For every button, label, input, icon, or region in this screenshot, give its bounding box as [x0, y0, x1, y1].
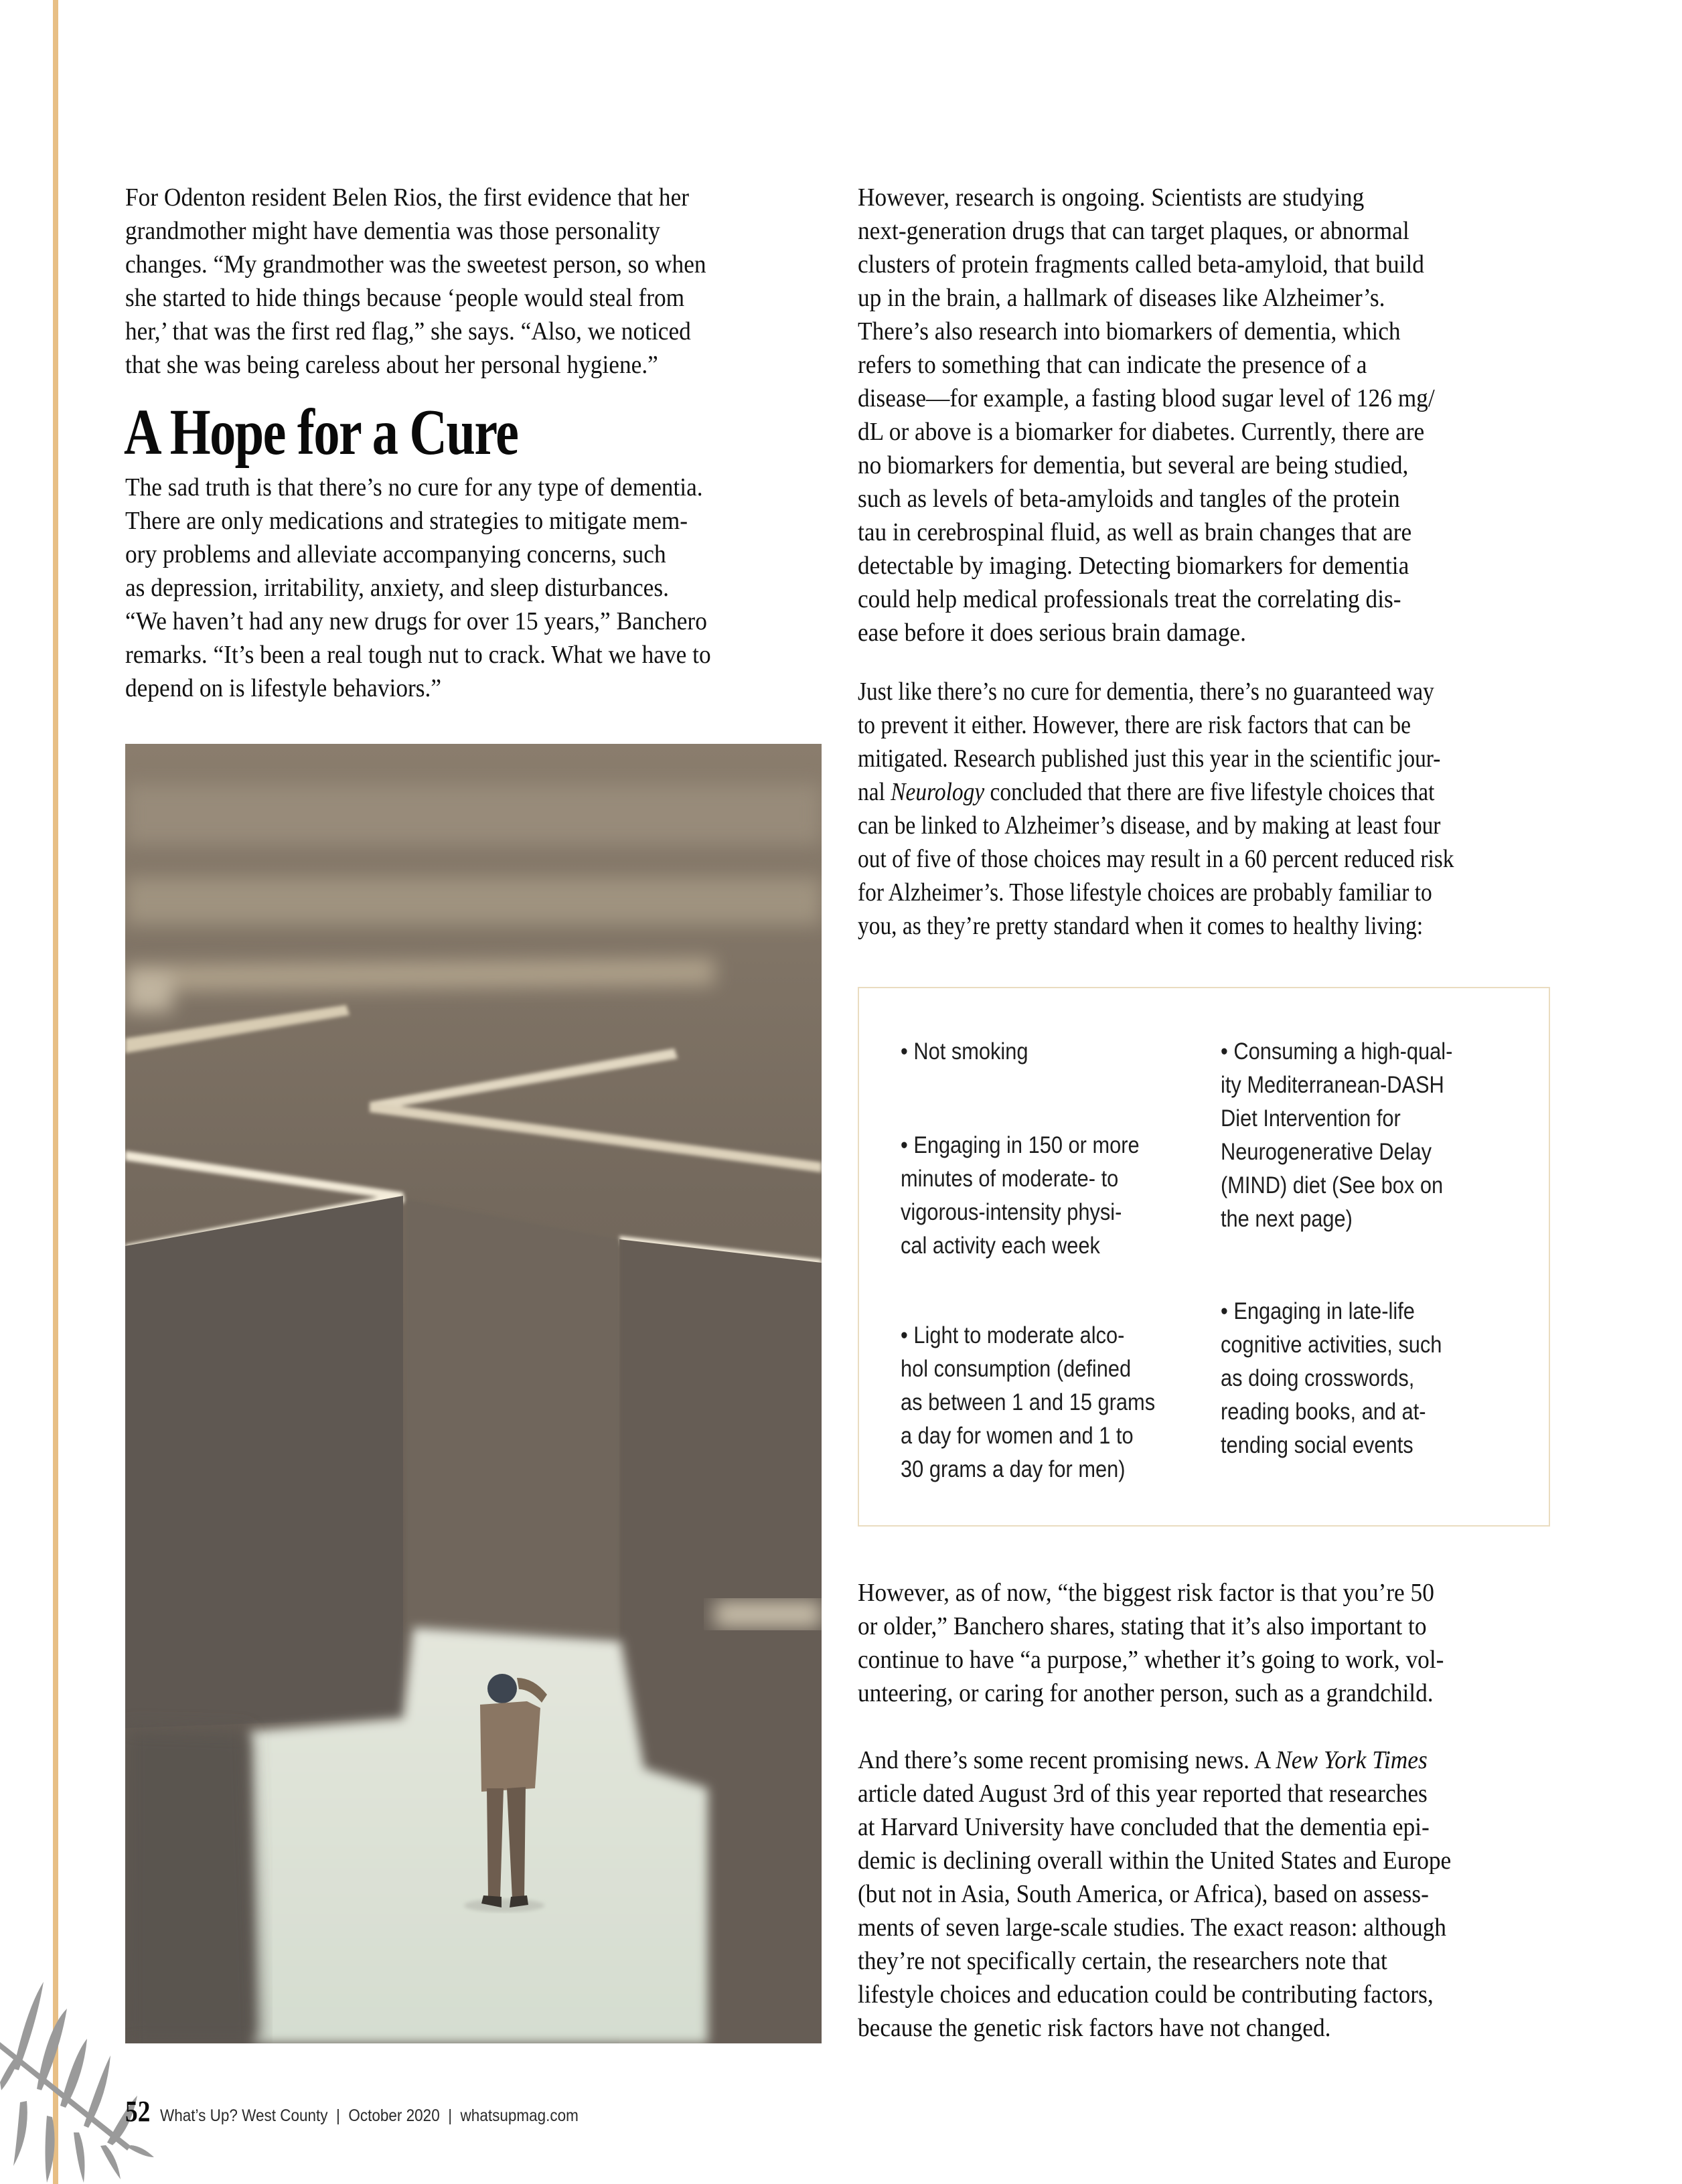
text-line: The sad truth is that there’s no cure for any type of dementia. [125, 473, 703, 501]
text-line: ments of seven large-scale studies. The exact reason: although [858, 1914, 1446, 1942]
bullet-alcohol [901, 1319, 1190, 1486]
text-line: grandmother might have dementia was those personality [125, 217, 660, 245]
text-line: cognitive activities, such [1221, 1332, 1442, 1358]
text-line: you, as they’re pretty standard when it comes to healthy living: [858, 912, 1424, 940]
text-line: And there’s some recent promising news. A New York Times [858, 1746, 1428, 1774]
page-footer [125, 2094, 625, 2128]
bullet-mind-diet [1221, 1035, 1484, 1236]
text-line: the next page) [1221, 1206, 1353, 1232]
text-line: nal Neurology concluded that there are five lifestyle choices that [858, 778, 1435, 806]
text-line: vigorous-intensity physi- [901, 1199, 1122, 1225]
text-line: 30 grams a day for men) [901, 1456, 1126, 1482]
prevention-paragraph [858, 675, 1535, 943]
intro-paragraph [125, 181, 750, 382]
bullet-physical-activity [901, 1129, 1172, 1263]
text-line: detectable by imaging. Detecting biomarkers for dementia [858, 552, 1409, 580]
maze-photo [125, 744, 822, 2043]
text-line: at Harvard University have concluded that the dementia epi- [858, 1813, 1430, 1841]
text-line: to prevent it either. However, there are risk factors that can be [858, 711, 1411, 739]
text-line: that she was being careless about her personal hygiene.” [125, 351, 658, 379]
text-line: There’s also research into biomarkers of dementia, which [858, 317, 1401, 345]
cure-paragraph [125, 471, 755, 705]
text-line: as between 1 and 15 grams [901, 1389, 1156, 1415]
text-line: demic is declining overall within the United States and Europe [858, 1847, 1452, 1875]
text-line: reading books, and at- [1221, 1399, 1426, 1425]
text-line: ory problems and alleviate accompanying concerns, such [125, 540, 666, 568]
text-line: as depression, irritability, anxiety, and sleep disturbances. [125, 574, 669, 602]
text-line: out of five of those choices may result in a 60 percent reduced risk [858, 845, 1454, 873]
text-line: Neurogenerative Delay [1221, 1139, 1432, 1165]
text-line: disease—for example, a fasting blood sugar level of 126 mg/ [858, 384, 1435, 412]
text-line: a day for women and 1 to [901, 1423, 1134, 1449]
text-line: as doing crosswords, [1221, 1365, 1415, 1391]
text-line: continue to have “a purpose,” whether it’s going to work, vol- [858, 1646, 1444, 1674]
text-line: ease before it does serious brain damage. [858, 619, 1246, 647]
text-line: unteering, or caring for another person, such as a grandchild. [858, 1679, 1434, 1707]
text-line: • Engaging in 150 or more [901, 1132, 1140, 1158]
text-line: no biomarkers for dementia, but several are being studied, [858, 451, 1409, 479]
text-line: Just like there’s no cure for dementia, there’s no guaranteed way [858, 678, 1434, 706]
text-line: However, research is ongoing. Scientists are studying [858, 183, 1365, 212]
text-line: • Not smoking [901, 1038, 1028, 1065]
text-line: she started to hide things because ‘people would steal from [125, 284, 685, 312]
text-line: clusters of protein fragments called beta-amyloid, that build [858, 250, 1424, 279]
text-line: ity Mediterranean-DASH [1221, 1072, 1444, 1098]
text-line: However, as of now, “the biggest risk factor is that you’re 50 [858, 1579, 1434, 1607]
text-line: because the genetic risk factors have not changed. [858, 2014, 1331, 2042]
text-line: up in the brain, a hallmark of diseases like Alzheimer’s. [858, 284, 1385, 312]
text-line: • Light to moderate alco- [901, 1322, 1125, 1348]
text-line: remarks. “It’s been a real tough nut to crack. What we have to [125, 641, 711, 669]
maze-illustration [125, 744, 822, 2043]
bullet-not-smoking [901, 1035, 1046, 1069]
text-line: for Alzheimer’s. Those lifestyle choices are probably familiar to [858, 878, 1432, 907]
text-line: article dated August 3rd of this year reported that researches [858, 1780, 1428, 1808]
text-line: depend on is lifestyle behaviors.” [125, 674, 442, 702]
text-line: or older,” Banchero shares, stating that it’s also important to [858, 1612, 1427, 1640]
section-heading: A Hope for a Cure [124, 396, 518, 469]
italic-title: Neurology [891, 778, 985, 806]
text-line: • Consuming a high-qual- [1221, 1038, 1453, 1065]
text-line: minutes of moderate- to [901, 1166, 1119, 1192]
text-line: cal activity each week [901, 1233, 1100, 1259]
text-line: her,’ that was the first red flag,” she says. “Also, we noticed [125, 317, 691, 345]
news-paragraph [858, 1743, 1496, 2045]
leaf-branch-icon [0, 1982, 154, 2183]
text-line: hol consumption (defined [901, 1356, 1132, 1382]
text-line: such as levels of beta-amyloids and tangles of the protein [858, 485, 1400, 513]
text-line: Diet Intervention for [1221, 1105, 1401, 1132]
text-line: refers to something that can indicate the presence of a [858, 351, 1367, 379]
text-line: they’re not specifically certain, the researchers note that [858, 1947, 1387, 1975]
text-line: could help medical professionals treat the correlating dis- [858, 585, 1401, 613]
text-line: can be linked to Alzheimer’s disease, and by making at least four [858, 811, 1441, 840]
text-line: next-generation drugs that can target plaques, or abnormal [858, 217, 1409, 245]
lifestyle-choices-box [858, 987, 1550, 1527]
bullet-cognitive-activities [1221, 1295, 1472, 1462]
text-line: lifestyle choices and education could be contributing factors, [858, 1980, 1434, 2009]
text-line: There are only medications and strategies to mitigate mem- [125, 507, 688, 535]
research-paragraph [858, 181, 1478, 649]
text-line: • Engaging in late-life [1221, 1298, 1415, 1324]
text-line: mitigated. Research published just this year in the scientific jour- [858, 745, 1441, 773]
text-line: For Odenton resident Belen Rios, the first evidence that her [125, 183, 690, 212]
text-line: “We haven’t had any new drugs for over 15 years,” Banchero [125, 607, 707, 635]
text-line: changes. “My grandmother was the sweetest person, so when [125, 250, 706, 279]
italic-title: New York Times [1276, 1746, 1428, 1774]
gold-margin-rule [53, 0, 58, 2184]
text-line: dL or above is a biomarker for diabetes. Currently, there are [858, 418, 1425, 446]
text-line: (but not in Asia, South America, or Africa), based on assess- [858, 1880, 1429, 1908]
text-line: (MIND) diet (See box on [1221, 1172, 1444, 1198]
risk-factor-paragraph [858, 1576, 1488, 1710]
text-line: tending social events [1221, 1432, 1413, 1458]
page-number: 52 [125, 2095, 151, 2128]
footer-publication-info: What’s Up? West County | October 2020 | whatsupmag.com [160, 2106, 579, 2125]
text-line: tau in cerebrospinal fluid, as well as brain changes that are [858, 518, 1412, 546]
